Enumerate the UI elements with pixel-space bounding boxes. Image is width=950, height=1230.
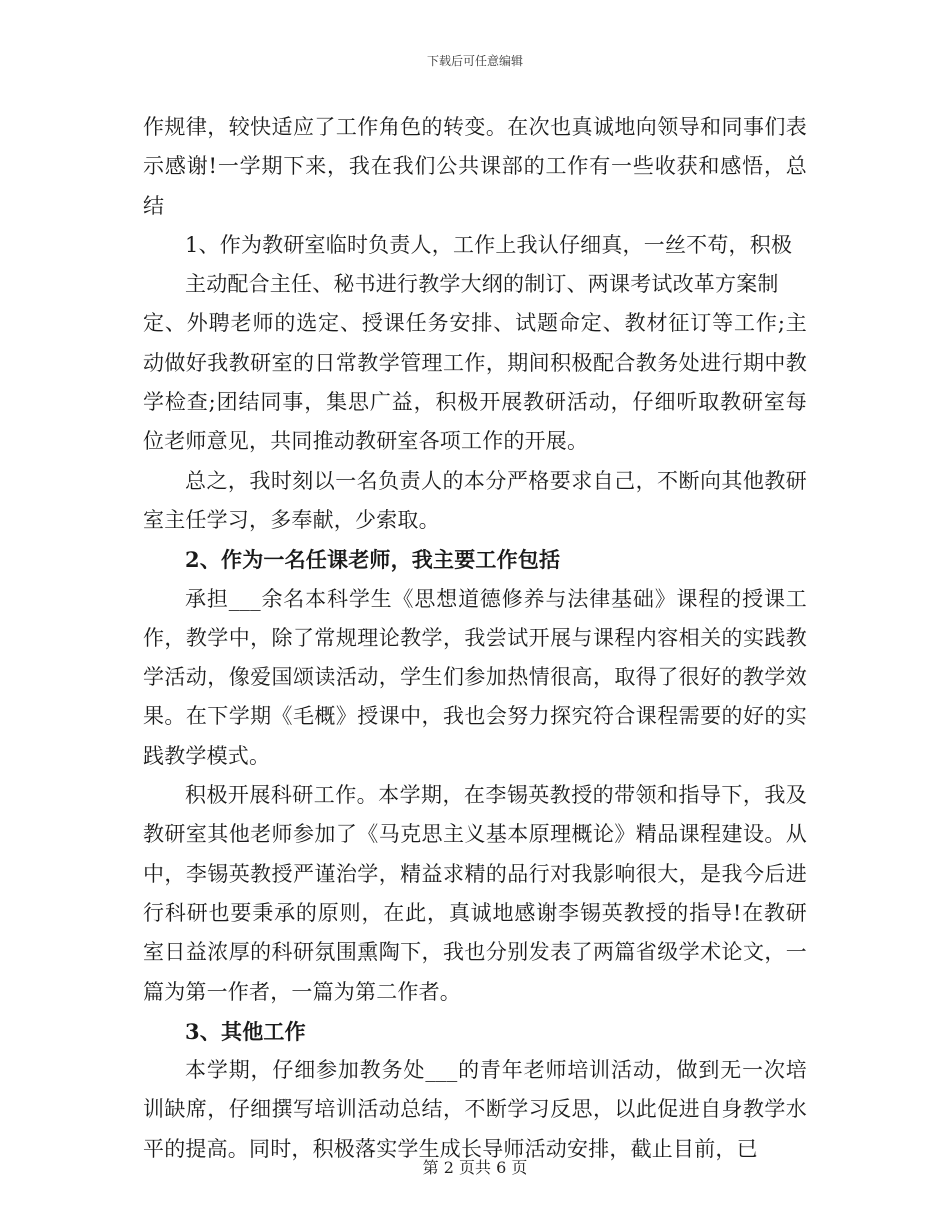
- page-footer: 第 2 页共 6 页: [422, 1158, 528, 1177]
- paragraph-item-1-body: 定、外聘老师的选定、授课任务安排、试题命定、教材征订等工作;主动做好我教研室的日常教学管理工作，期间积极配合教务处进行期中教学检查;团结同事，集思广益，积极开展教研活动，仔细听取教研室每位老师意见，共同推动教研室各项工作的开展。: [143, 311, 807, 454]
- page-header: 下载后可任意编辑: [426, 54, 523, 68]
- paragraph-item-1-first-line: 1、作为教研室临时负责人，工作上我认仔细真，一丝不苟，积极: [185, 232, 793, 257]
- document-body: [143, 108, 807, 1169]
- paragraph-other-work: 本学期，仔细参加教务处___的青年老师培训活动，做到无一次培训缺席，仔细撰写培训活动总结，不断学习反思，以此促进自身教学水平的提高。同时，积极落实学生成长导师活动安排，截止目前，已: [143, 1058, 807, 1161]
- paragraph-research: 积极开展科研工作。本学期，在李锡英教授的带领和指导下，我及教研室其他老师参加了《马克思主义基本原理概论》精品课程建设。从中，李锡英教授严谨治学，精益求精的品行对我影响很大，是我今后进行科研也要秉承的原则，在此，真诚地感谢李锡英教授的指导!在教研室日益浓厚的科研氛围熏陶下，我也分别发表了两篇省级学术论文，一篇为第一作者，一篇为第二作者。: [143, 783, 807, 1004]
- paragraph-item-1-second-line: 主动配合主任、秘书进行教学大纲的制订、两课考试改革方案制: [185, 272, 779, 297]
- section-heading-3: 3、其他工作: [185, 1018, 306, 1044]
- paragraph-teaching: 承担___余名本科学生《思想道德修养与法律基础》课程的授课工作，教学中，除了常规理论教学，我尝试开展与课程内容相关的实践教学活动，像爱国颂读活动，学生们参加热情很高，取得了很好的教学效果。在下学期《毛概》授课中，我也会努力探究符合课程需要的好的实践教学模式。: [143, 586, 807, 768]
- paragraph-summary: 总之，我时刻以一名负责人的本分严格要求自己，不断向其他教研室主任学习，多奉献，少索取。: [143, 468, 807, 532]
- paragraph-continuation: 作规律，较快适应了工作角色的转变。在次也真诚地向领导和同事们表示感谢!一学期下来，我在我们公共课部的工作有一些收获和感悟，总结: [143, 115, 807, 218]
- section-heading-2: 2、作为一名任课老师，我主要工作包括: [185, 547, 561, 573]
